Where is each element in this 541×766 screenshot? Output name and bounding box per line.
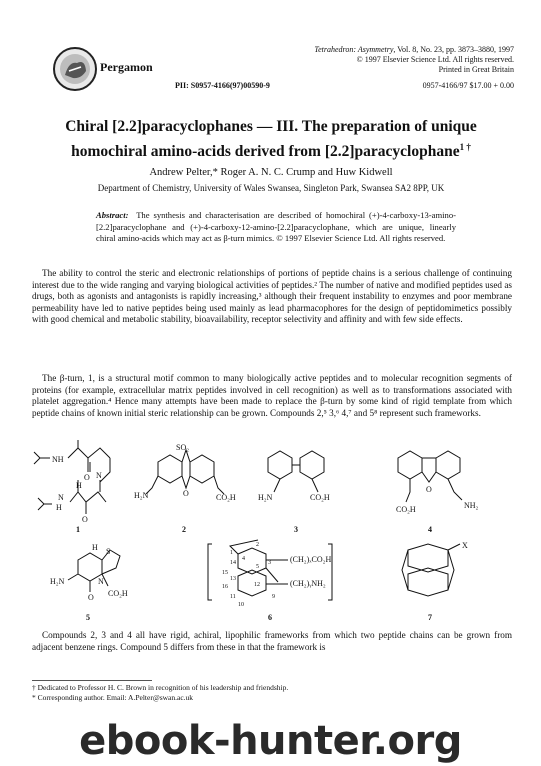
label-5: 5	[86, 613, 90, 622]
s4-o: O	[426, 485, 432, 494]
s2-o: O	[183, 489, 189, 498]
s5-h2n: H₂N	[50, 577, 65, 586]
s6-num-3: 3	[268, 560, 271, 566]
affiliation: Department of Chemistry, University of Wales Swansea, Singleton Park, Swansea SA2 8PP, UK	[97, 183, 445, 193]
s1-nh: NH	[52, 455, 64, 464]
s6-num-5: 5	[256, 564, 259, 570]
watermark: ebook-hunter.org	[79, 718, 462, 764]
s5-o: O	[88, 593, 94, 602]
structure-7	[402, 541, 468, 622]
label-1: 1	[76, 525, 80, 534]
s6-num-15: 15	[222, 570, 228, 576]
s1-o: O	[84, 473, 90, 482]
label-2: 2	[182, 525, 186, 534]
abstract-text: The synthesis and characterisation are described of homochiral (+)-4-carboxy-13-amino-[2.2]paracyclophane and (+)-4-carboxy-12-amino-[2.2]paracyclophane, which are unique, linearly chiral amino-acids which may act as β-turn mimics. © 1997 Elsevier Science Ltd. All rights reserved.	[96, 210, 456, 243]
s1-o2: O	[82, 515, 88, 524]
paragraph-1: The ability to control the steric and electronic relationships of portions of peptide chains is a serious challenge of continuing interest due to the wide ranging and varying biological activities of peptides.² The number of native and modified peptides used as drugs, both as agonists and antagonists is rapidly increasing,³ although their frequent instability to enzymes and poor membrane permeability have led to native peptides being used mainly as lead pharmacophores for the design of peptidomimetics possibly with good chemical and metabolic stability, bioavailability, receptor selectivity and affinity and with few side effects.	[32, 268, 512, 325]
logo-tree-icon	[55, 49, 95, 89]
paragraph-2: The β-turn, 1, is a structural motif common to many biologically active peptides and to molecular recognition segments of proteins (for example, extracellular matrix peptides involved in cell recognition) as well as to transformations associated with platelet aggregation.⁴ Hence many attempts have been made to replace the β-turn by some kind of rigid template from which peptide chains of known initial steric relationship can be grown. Compounds 2,⁵ 3,⁶ 4,⁷ and 5⁸ represent such frameworks.	[32, 373, 512, 418]
abstract	[96, 210, 456, 245]
s5-co2h: CO₂H	[108, 589, 128, 598]
s6-num-1: 1	[230, 550, 233, 556]
article-title	[36, 117, 506, 162]
publisher-logo	[53, 47, 97, 91]
s6-num-11: 11	[230, 594, 236, 600]
s1-h2: H	[56, 503, 62, 512]
structure-1-beta-turn	[34, 440, 110, 534]
structure-6	[208, 540, 332, 622]
author-list: Andrew Pelter,* Roger A. N. C. Crump and Huw Kidwell	[149, 167, 393, 178]
issn-price: 0957-4166/97 $17.00 + 0.00	[422, 81, 514, 90]
title-footnote-marks: 1 †	[459, 142, 471, 152]
printed-line: Printed in Great Britain	[438, 65, 514, 74]
s6-num-2: 2	[256, 542, 259, 548]
label-6: 6	[268, 613, 272, 622]
chemical-structures-figure	[28, 440, 518, 630]
s6-num-13: 13	[230, 576, 236, 582]
s2-so2: SO₂	[176, 443, 190, 452]
s6-num-4: 4	[242, 556, 245, 562]
s1-n2: N	[96, 471, 102, 480]
s6-chain1: (CH₂)ₓCO₂H	[290, 555, 332, 564]
s7-x: X	[462, 541, 468, 550]
label-3: 3	[294, 525, 298, 534]
footnote-dedication: † Dedicated to Professor H. C. Brown in recognition of his leadership and friendship.	[32, 683, 289, 692]
s5-h: H	[92, 543, 98, 552]
structure-4	[396, 451, 479, 534]
journal-name: Tetrahedron: Asymmetry	[314, 45, 394, 54]
s1-h: H	[76, 481, 82, 490]
s4-co2h: CO₂H	[396, 505, 416, 514]
structure-5	[50, 543, 128, 622]
title-line-1: Chiral [2.2]paracyclophanes — III. The preparation of unique	[65, 118, 477, 135]
label-7: 7	[428, 613, 432, 622]
pii-code: PII: S0957-4166(97)00590-9	[175, 81, 270, 90]
footnote-divider	[32, 680, 152, 681]
s6-num-16: 16	[222, 584, 228, 590]
s3-co2h: CO₂H	[310, 493, 330, 502]
title-line-2: homochiral amino-acids derived from [2.2]paracyclophane	[71, 143, 460, 161]
s6-num-10: 10	[238, 602, 244, 608]
s6-num-9: 9	[272, 594, 275, 600]
structure-2	[134, 443, 236, 534]
copyright-line: © 1997 Elsevier Science Ltd. All rights reserved.	[356, 55, 514, 64]
journal-volume: , Vol. 8, No. 23, pp. 3873–3880, 1997	[393, 45, 514, 54]
s5-n: N	[98, 577, 104, 586]
structure-3	[258, 451, 330, 534]
s6-num-14: 14	[230, 560, 236, 566]
s1-n1: N	[58, 493, 64, 502]
footnotes	[32, 683, 512, 703]
s3-h2n: H₂N	[258, 493, 273, 502]
publisher-name: Pergamon	[100, 60, 153, 74]
s4-nh2: NH₂	[464, 501, 479, 510]
abstract-label: Abstract:	[96, 210, 129, 220]
paragraph-3: Compounds 2, 3 and 4 all have rigid, achiral, lipophilic frameworks from which two peptide chains can be grown from adjacent benzene rings. Compound 5 differs from these in that the framework is	[32, 630, 512, 652]
journal-citation	[300, 45, 514, 54]
footnote-corresponding-author: * Corresponding author. Email: A.Pelter@swan.ac.uk	[32, 693, 194, 702]
label-4: 4	[428, 525, 432, 534]
s2-co2h: CO₂H	[216, 493, 236, 502]
s2-h2n: H₂N	[134, 491, 149, 500]
s6-num-12: 12	[254, 582, 260, 588]
s5-s: S	[106, 547, 111, 556]
s6-chain2: (CH₂)ᵧNH₂	[290, 579, 326, 588]
